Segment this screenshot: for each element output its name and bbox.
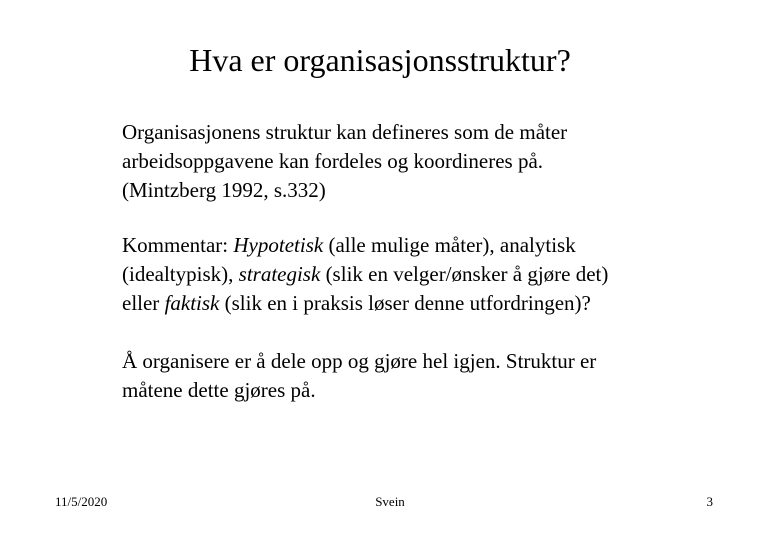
comment-text: eller: [122, 291, 165, 315]
footer-author: Svein: [375, 494, 405, 509]
citation-line: (Mintzberg 1992, s.332): [122, 178, 326, 202]
comment-line: [122, 289, 722, 318]
summary-line: Å organisere er å dele opp og gjøre hel igjen. Struktur er: [122, 349, 597, 373]
comment-line: [122, 260, 722, 289]
comment-text: (slik en velger/ønsker å gjøre det): [320, 262, 609, 286]
definition-paragraph: [122, 118, 722, 205]
comment-line: [122, 231, 722, 260]
summary-paragraph: [122, 347, 722, 405]
footer-date: 11/5/2020: [55, 494, 108, 509]
comment-emphasis: faktisk: [164, 291, 220, 315]
comment-text: (idealtypisk),: [122, 262, 239, 286]
comment-text: (alle mulige måter), analytisk: [323, 233, 576, 257]
comment-emphasis: strategisk: [238, 262, 321, 286]
comment-text: (slik en i praksis løser denne utfordringen)?: [219, 291, 591, 315]
comment-text: Kommentar:: [122, 233, 234, 257]
summary-line: måtene dette gjøres på.: [122, 378, 316, 402]
comment-emphasis: Hypotetisk: [233, 233, 324, 257]
definition-line: arbeidsoppgavene kan fordeles og koordineres på.: [122, 149, 544, 173]
definition-line: Organisasjonens struktur kan defineres som de måter: [122, 120, 568, 144]
footer-page-number: 3: [706, 494, 713, 509]
comment-paragraph: [122, 231, 722, 318]
slide-title: Hva er organisasjonsstruktur?: [189, 42, 571, 78]
